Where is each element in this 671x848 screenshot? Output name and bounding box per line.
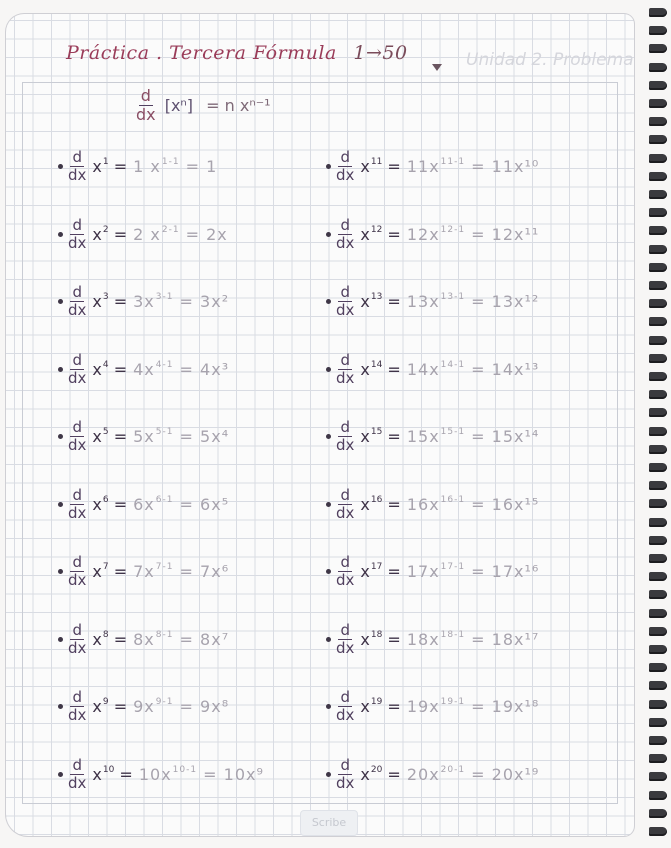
answer-step: 20x [406,764,440,784]
operator-den: dx [68,773,87,792]
answer-step: 7x [133,562,155,581]
exercise-exponent: 14 [370,359,383,370]
bleed-through-text: Unidad 2. Problema [466,50,634,70]
spiral-coil [649,536,667,545]
spiral-coil [649,172,667,181]
spiral-coil [649,772,667,781]
spiral-coil [649,154,667,163]
operator-num: d [340,148,350,166]
exercise-exponent: 8 [102,629,109,640]
answer-step: 5x [133,427,155,446]
exercise-item [58,150,217,183]
exercise-answer: $5x^{5-1} = 5x^4$ [133,427,230,446]
answer-step: 15x [406,427,440,446]
spiral-coil [649,445,667,454]
answer-final: 20x¹⁹ [491,764,540,784]
exercise-answer: $15x^{15-1} = 15x^{14}$ [406,427,540,446]
spiral-coil [649,518,667,527]
derivative-operator [334,485,356,522]
operator-num: d [340,755,350,774]
page-title [66,42,408,64]
spiral-coil [649,609,667,618]
exercise-power: $x^{17}$ = [360,562,401,581]
bullet-icon [58,232,63,237]
operator-den: dx [336,368,355,387]
spiral-coil [649,554,667,563]
exercise-power: $x^2$ = [92,224,128,244]
answer-step-exponent: 20-1 [440,764,466,775]
operator-num: d [72,215,82,234]
exercise-answer: $17x^{17-1} = 17x^{16}$ [406,562,540,581]
exercise-answer: $20x^{20-1} = 20x^{19}$ [406,764,540,784]
exercise-exponent: 20 [370,764,383,775]
derivative-operator [334,755,356,792]
answer-step-exponent: 9-1 [155,697,174,707]
exercise-var: x [360,359,370,379]
formula-result: = n xⁿ⁻¹ [206,96,271,115]
bullet-icon [326,367,331,372]
spiral-coil [649,754,667,763]
formula-num: d [140,86,151,105]
bullet-icon [326,434,331,439]
answer-step-exponent: 17-1 [440,562,466,572]
spiral-coil [649,827,667,836]
exercise-item [326,285,539,318]
operator-num: d [72,485,82,504]
spiral-binding [641,0,671,848]
spiral-coil [649,336,667,345]
derivative-operator [66,690,88,723]
operator-den: dx [68,301,87,319]
answer-step-exponent: 16-1 [440,494,466,505]
answer-step-exponent: 11-1 [440,157,466,167]
answer-step: 13x [406,292,440,311]
operator-num: d [340,688,350,706]
answer-step-exponent: 19-1 [440,697,466,707]
exercise-var: x [92,157,102,176]
bullet-icon [326,164,331,169]
answer-step: 8x [133,629,155,649]
exercise-exponent: 16 [370,494,383,505]
exercise-item [326,215,540,252]
exercise-item [58,350,230,387]
bullet-icon [58,569,63,574]
derivative-operator [334,285,356,318]
operator-den: dx [336,166,355,184]
bullet-icon [58,772,63,777]
spiral-coil [649,208,667,217]
operator-num: d [340,350,350,369]
operator-den: dx [68,368,87,387]
answer-step-exponent: 5-1 [155,427,174,437]
operator-den: dx [336,233,355,252]
exercise-power: $x^1$ = [92,157,128,176]
spiral-coil [649,481,667,490]
spiral-coil [649,408,667,417]
derivative-operator [334,690,356,723]
spiral-coil [649,463,667,472]
operator-den: dx [336,706,355,724]
exercise-var: x [92,764,102,784]
answer-step: 19x [406,697,440,716]
spiral-coil [649,26,667,35]
answer-step: 3x [133,292,155,311]
exercise-var: x [92,427,102,446]
answer-step-exponent: 1-1 [161,157,180,167]
exercise-answer: $19x^{19-1} = 19x^{18}$ [406,697,540,716]
exercise-answer: $9x^{9-1} = 9x^8$ [133,697,230,716]
operator-num: d [72,553,82,571]
operator-den: dx [336,638,355,657]
exercise-item [326,420,539,453]
exercise-power: $x^{12}$ = [360,224,401,244]
operator-num: d [340,283,350,301]
answer-step-exponent: 14-1 [440,359,466,370]
spiral-coil [649,718,667,727]
derivative-operator [66,215,88,252]
exercise-power: $x^{11}$ = [360,157,401,176]
spiral-coil [649,226,667,235]
title-text: Práctica . Tercera Fórmula [66,42,337,64]
answer-step: 6x [133,494,155,514]
exercise-item [58,285,229,318]
answer-step-exponent: 18-1 [440,629,466,640]
bullet-icon [326,232,331,237]
answer-final: 2x [206,224,228,244]
operator-num: d [340,620,350,639]
derivative-operator [66,350,88,387]
formula-den: dx [136,105,156,124]
exercise-answer: $8x^{8-1} = 8x^7$ [133,629,230,649]
answer-final: 12x¹¹ [491,224,540,244]
answer-final: 13x¹² [491,292,540,311]
derivative-operator [66,420,88,453]
derivative-operator [334,150,356,183]
exercise-var: x [360,764,370,784]
exercise-power: $x^{14}$ = [360,359,401,379]
exercise-item [58,620,230,657]
power-rule-formula [134,88,271,123]
exercise-exponent: 13 [370,292,383,302]
operator-den: dx [336,301,355,319]
spiral-coil [649,117,667,126]
exercise-answer: $12x^{12-1} = 12x^{11}$ [406,224,540,244]
answer-final: 19x¹⁸ [491,697,540,716]
answer-final: 17x¹⁶ [491,562,540,581]
exercise-power: $x^7$ = [92,562,128,581]
bullet-icon [58,164,63,169]
answer-step: 1 x [133,157,161,176]
spiral-coil [649,63,667,72]
exercise-var: x [92,224,102,244]
formula-derivative-operator [134,88,158,123]
spiral-coil [649,499,667,508]
operator-den: dx [68,166,87,184]
spiral-coil [649,700,667,709]
answer-final: 7x⁶ [200,562,230,581]
exercise-answer: 1 $x^{1-1} = 1$ [133,157,218,176]
exercise-power: $x^{16}$ = [360,494,401,514]
bullet-icon [326,637,331,642]
operator-den: dx [68,571,87,589]
exercise-var: x [360,157,370,176]
operator-den: dx [68,706,87,724]
spiral-coil [649,299,667,308]
answer-step-exponent: 13-1 [440,292,466,302]
operator-num: d [340,215,350,234]
exercise-item [58,420,229,453]
exercise-var: x [360,629,370,649]
answer-step: 17x [406,562,440,581]
exercise-exponent: 10 [102,764,115,775]
exercise-power: $x^3$ = [92,292,128,311]
exercise-answer: $4x^{4-1} = 4x^3$ [133,359,230,379]
operator-num: d [340,553,350,571]
answer-step-exponent: 7-1 [155,562,174,572]
bullet-icon [326,772,331,777]
bullet-icon [58,502,63,507]
exercise-answer: $18x^{18-1} = 18x^{17}$ [406,629,540,649]
operator-den: dx [336,773,355,792]
answer-step: 4x [133,359,155,379]
answer-final: 8x⁷ [200,629,230,649]
spiral-coil [649,809,667,818]
spiral-coil [649,681,667,690]
answer-step-exponent: 15-1 [440,427,466,437]
derivative-operator [66,620,88,657]
bullet-icon [58,299,63,304]
exercise-answer: $3x^{3-1} = 3x^2$ [133,292,230,311]
exercise-item [58,755,264,792]
exercise-exponent: 6 [102,494,109,505]
exercise-power: $x^6$ = [92,494,128,514]
exercise-exponent: 7 [102,562,109,572]
exercise-answer: 2 $x^{2-1} = 2x$ [133,224,228,244]
exercise-answer: $14x^{14-1} = 14x^{13}$ [406,359,540,379]
answer-final: 6x⁵ [200,494,230,514]
answer-step-exponent: 4-1 [155,359,174,370]
bullet-icon [326,502,331,507]
exercise-exponent: 17 [370,562,383,572]
answer-step-exponent: 3-1 [155,292,174,302]
exercise-item [58,690,229,723]
spiral-coil [649,663,667,672]
exercise-var: x [360,427,370,446]
bullet-icon [326,569,331,574]
exercise-var: x [360,562,370,581]
exercise-power: $x^5$ = [92,427,128,446]
exercise-var: x [360,494,370,514]
exercise-exponent: 3 [102,292,109,302]
operator-den: dx [336,503,355,522]
exercise-var: x [360,292,370,311]
answer-step-exponent: 6-1 [155,494,174,505]
operator-num: d [72,148,82,166]
answer-step: 11x [406,157,440,176]
answer-final: 11x¹⁰ [491,157,540,176]
exercise-answer: $10x^{10-1} = 10x^9$ [138,764,264,784]
spiral-coil [649,99,667,108]
exercise-var: x [92,359,102,379]
exercise-exponent: 12 [370,224,383,235]
operator-den: dx [336,436,355,454]
exercise-answer: $7x^{7-1} = 7x^6$ [133,562,230,581]
answer-step-exponent: 10-1 [172,764,198,775]
exercise-var: x [92,292,102,311]
exercise-var: x [360,697,370,716]
spiral-coil [649,81,667,90]
exercise-item [58,485,230,522]
answer-final: 10x⁹ [223,764,264,784]
operator-den: dx [68,233,87,252]
bullet-icon [58,434,63,439]
spiral-coil [649,44,667,53]
exercise-power: $x^8$ = [92,629,128,649]
answer-step: 18x [406,629,440,649]
answer-step: 16x [406,494,440,514]
derivative-operator [66,285,88,318]
answer-step: 12x [406,224,440,244]
title-range: 1→50 [353,42,408,64]
answer-final: 9x⁸ [200,697,230,716]
spiral-coil [649,372,667,381]
exercise-exponent: 1 [102,157,109,167]
exercise-item [58,555,229,588]
exercise-exponent: 2 [102,224,109,235]
operator-den: dx [68,436,87,454]
answer-step: 9x [133,697,155,716]
spiral-coil [649,245,667,254]
operator-num: d [72,350,82,369]
derivative-operator [66,755,88,792]
exercise-exponent: 5 [102,427,109,437]
exercise-power: $x^{15}$ = [360,427,401,446]
operator-num: d [72,418,82,436]
operator-num: d [72,620,82,639]
exercise-answer: $13x^{13-1} = 13x^{12}$ [406,292,540,311]
answer-final: 3x² [200,292,230,311]
spiral-coil [649,263,667,272]
footer-brand: Scribe [300,810,358,836]
exercise-power: $x^9$ = [92,697,128,716]
answer-step-exponent: 2-1 [161,224,180,235]
spiral-coil [649,736,667,745]
triangle-marker-icon [432,64,442,71]
answer-step-exponent: 12-1 [440,224,466,235]
derivative-operator [334,420,356,453]
answer-final: 15x¹⁴ [491,427,540,446]
spiral-coil [649,281,667,290]
exercise-exponent: 9 [102,697,109,707]
exercise-answer: $6x^{6-1} = 6x^5$ [133,494,230,514]
bullet-icon [58,637,63,642]
operator-num: d [72,755,82,774]
exercise-power: $x^{10}$ = [92,764,133,784]
exercise-var: x [92,562,102,581]
operator-num: d [72,283,82,301]
exercise-power: $x^{20}$ = [360,764,401,784]
exercise-exponent: 18 [370,629,383,640]
bullet-icon [58,367,63,372]
exercise-item [326,350,540,387]
operator-num: d [340,418,350,436]
exercise-var: x [92,629,102,649]
derivative-operator [334,215,356,252]
derivative-operator [66,150,88,183]
spiral-coil [649,627,667,636]
derivative-operator [334,555,356,588]
spiral-coil [649,427,667,436]
answer-final: 18x¹⁷ [491,629,540,649]
exercise-answer: $16x^{16-1} = 16x^{15}$ [406,494,540,514]
spiral-coil [649,645,667,654]
exercise-power: $x^4$ = [92,359,128,379]
operator-num: d [340,485,350,504]
answer-step: 2 x [133,224,161,244]
exercise-exponent: 19 [370,697,383,707]
answer-final: 16x¹⁵ [491,494,540,514]
answer-final: 1 [206,157,218,176]
operator-den: dx [68,503,87,522]
exercise-item [58,215,228,252]
exercise-var: x [92,494,102,514]
derivative-operator [334,350,356,387]
exercise-item [326,620,540,657]
operator-den: dx [68,638,87,657]
exercise-item [326,755,540,792]
operator-den: dx [336,571,355,589]
exercise-power: $x^{13}$ = [360,292,401,311]
spiral-coil [649,317,667,326]
exercise-item [326,690,539,723]
spiral-coil [649,590,667,599]
bullet-icon [326,299,331,304]
formula-expression: [xⁿ] [164,96,194,115]
exercise-item [326,485,540,522]
exercise-exponent: 15 [370,427,383,437]
exercise-answer: $11x^{11-1} = 11x^{10}$ [406,157,540,176]
exercise-item [326,555,539,588]
answer-final: 5x⁴ [200,427,230,446]
operator-num: d [72,688,82,706]
bullet-icon [326,704,331,709]
answer-final: 4x³ [200,359,230,379]
exercise-var: x [92,697,102,716]
exercise-exponent: 4 [102,359,109,370]
derivative-operator [66,555,88,588]
spiral-coil [649,791,667,800]
answer-step: 10x [138,764,172,784]
derivative-operator [66,485,88,522]
answer-final: 14x¹³ [491,359,540,379]
exercise-item [326,150,539,183]
answer-step: 14x [406,359,440,379]
spiral-coil [649,390,667,399]
spiral-coil [649,135,667,144]
spiral-coil [649,8,667,17]
answer-step-exponent: 8-1 [155,629,174,640]
spiral-coil [649,572,667,581]
derivative-operator [334,620,356,657]
bullet-icon [58,704,63,709]
exercise-power: $x^{18}$ = [360,629,401,649]
spiral-coil [649,354,667,363]
exercise-var: x [360,224,370,244]
spiral-coil [649,190,667,199]
exercise-exponent: 11 [370,157,383,167]
exercise-power: $x^{19}$ = [360,697,401,716]
